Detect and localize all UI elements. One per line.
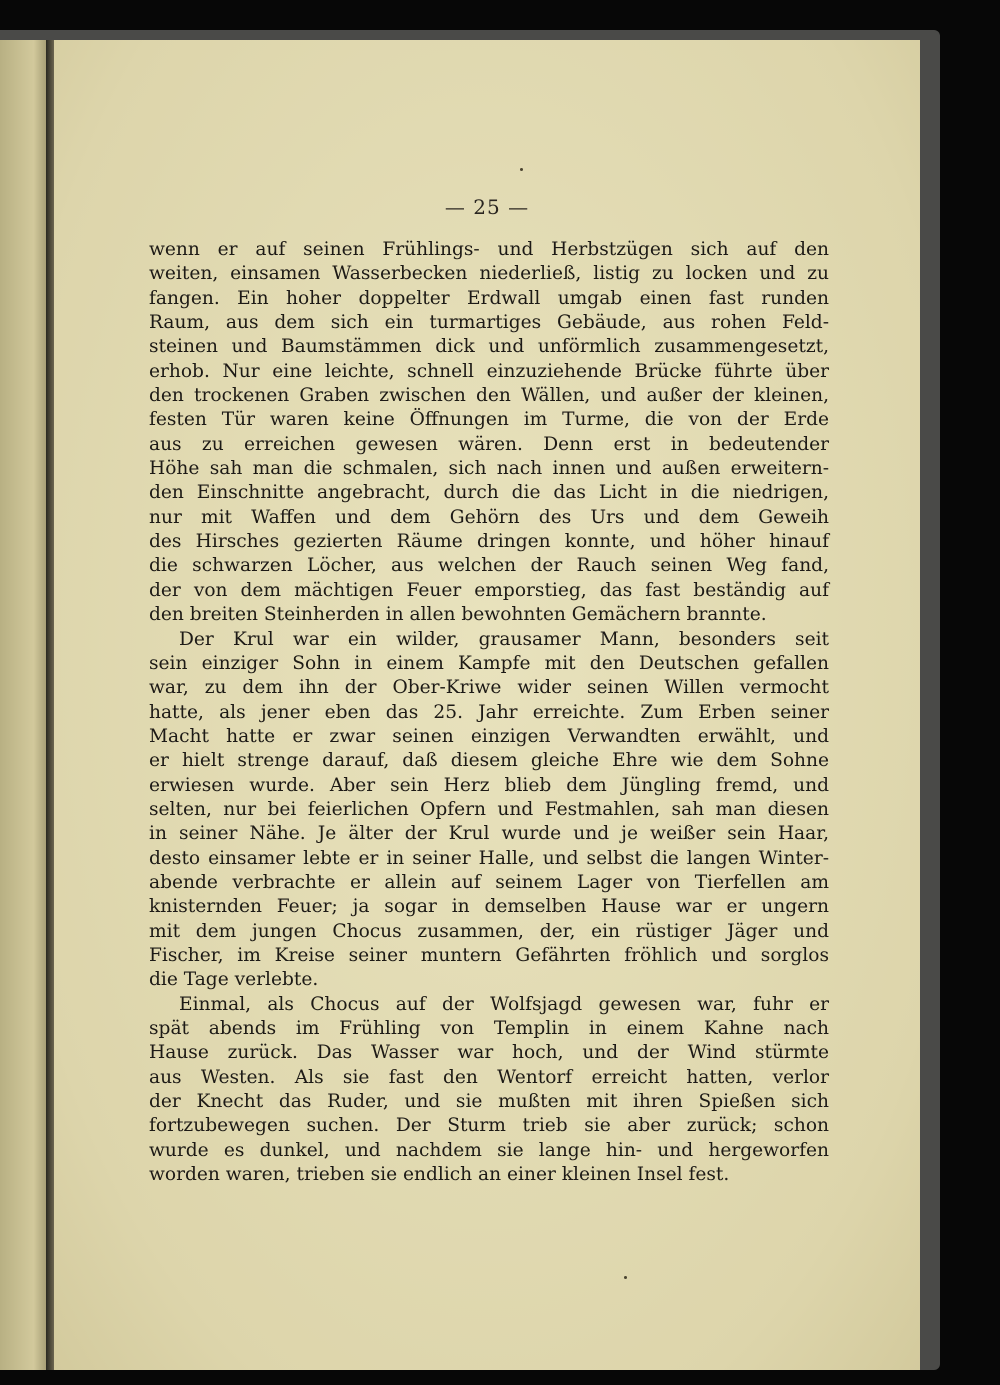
- text-line: nur mit Waffen und dem Gehörn des Urs und dem Geweih: [149, 506, 829, 528]
- text-line: Fischer, im Kreise seiner muntern Gefährten fröhlich und sorglos: [149, 944, 829, 966]
- text-line: hatte, als jener eben das 25. Jahr erreichte. Zum Erben seiner: [149, 701, 829, 723]
- paper-speck: [520, 168, 523, 171]
- text-line: den trockenen Graben zwischen den Wällen, und außer der kleinen,: [149, 385, 829, 407]
- text-line: steinen und Baumstämmen dick und unförmlich zusammengesetzt,: [149, 336, 829, 358]
- text-line: weiten, einsamen Wasserbecken niederließ, listig zu locken und zu: [149, 263, 829, 285]
- text-line: war, zu dem ihn der Ober-Kriwe wider seinen Willen vermocht: [149, 677, 829, 699]
- paper-speck: [624, 1276, 627, 1279]
- text-line: erhob. Nur eine leichte, schnell einzuziehende Brücke führte über: [149, 360, 829, 382]
- text-line: worden waren, trieben sie endlich an einer kleinen Insel fest.: [149, 1164, 730, 1186]
- text-line: selten, nur bei feierlichen Opfern und Festmahlen, sah man diesen: [149, 798, 829, 820]
- text-line: mit dem jungen Chocus zusammen, der, ein rüstiger Jäger und: [149, 920, 829, 942]
- text-line: der von dem mächtigen Feuer emporstieg, das fast beständig auf: [149, 579, 829, 601]
- text-line: wenn er auf seinen Frühlings- und Herbstzügen sich auf den: [149, 239, 829, 260]
- text-line: Höhe sah man die schmalen, sich nach innen und außen erweitern-: [149, 458, 829, 480]
- book-gutter: [46, 40, 54, 1370]
- text-line: den Einschnitte angebracht, durch die das Licht in die niedrigen,: [149, 482, 829, 504]
- text-line: er hielt strenge darauf, daß diesem gleiche Ehre wie dem Sohne: [149, 750, 829, 772]
- book-page: [54, 40, 920, 1370]
- text-line: aus zu erreichen gewesen wären. Denn erst in bedeutender: [149, 433, 829, 455]
- text-line: sein einziger Sohn in einem Kampfe mit den Deutschen gefallen: [149, 652, 829, 674]
- text-line: aus Westen. Als sie fast den Wentorf erreicht hatten, verlor: [149, 1066, 829, 1088]
- text-line: den breiten Steinherden in allen bewohnten Gemächern brannte.: [149, 604, 767, 626]
- text-line: des Hirsches gezierten Räume dringen konnte, und höher hinauf: [149, 531, 829, 553]
- text-line: Macht hatte er zwar seinen einzigen Verwandten erwählt, und: [149, 725, 829, 747]
- text-line: desto einsamer lebte er in seiner Halle, und selbst die langen Winter-: [149, 847, 829, 869]
- text-line: fortzubewegen suchen. Der Sturm trieb sie aber zurück; schon: [149, 1115, 829, 1137]
- text-line: die schwarzen Löcher, aus welchen der Rauch seinen Weg fand,: [149, 555, 829, 577]
- text-line: knisternden Feuer; ja sogar in demselben Hause war er ungern: [149, 896, 829, 918]
- text-line: abende verbrachte er allein auf seinem Lager von Tierfellen am: [149, 871, 829, 893]
- text-line: Einmal, als Chocus auf der Wolfsjagd gewesen war, fuhr er: [179, 993, 829, 1015]
- page-number: — 25 —: [444, 195, 530, 219]
- text-line: erwiesen wurde. Aber sein Herz blieb dem Jüngling fremd, und: [149, 774, 829, 796]
- text-line: Raum, aus dem sich ein turmartiges Gebäude, aus rohen Feld-: [149, 312, 829, 334]
- text-line: in seiner Nähe. Je älter der Krul wurde und je weißer sein Haar,: [149, 823, 829, 845]
- text-line: Hause zurück. Das Wasser war hoch, und der Wind stürmte: [149, 1042, 829, 1064]
- text-line: fangen. Ein hoher doppelter Erdwall umgab einen fast runden: [149, 287, 829, 309]
- text-line: die Tage verlebte.: [149, 969, 319, 991]
- text-line: der Knecht das Ruder, und sie mußten mit ihren Spießen sich: [149, 1091, 829, 1113]
- left-page-edge: [0, 40, 48, 1370]
- text-line: festen Tür waren keine Öffnungen im Turme, die von der Erde: [149, 409, 829, 431]
- text-line: Der Krul war ein wilder, grausamer Mann, besonders seit: [179, 628, 829, 650]
- text-line: spät abends im Frühling von Templin in einem Kahne nach: [149, 1018, 829, 1039]
- body-text: [149, 238, 829, 1187]
- text-line: wurde es dunkel, und nachdem sie lange hin- und hergeworfen: [149, 1139, 829, 1161]
